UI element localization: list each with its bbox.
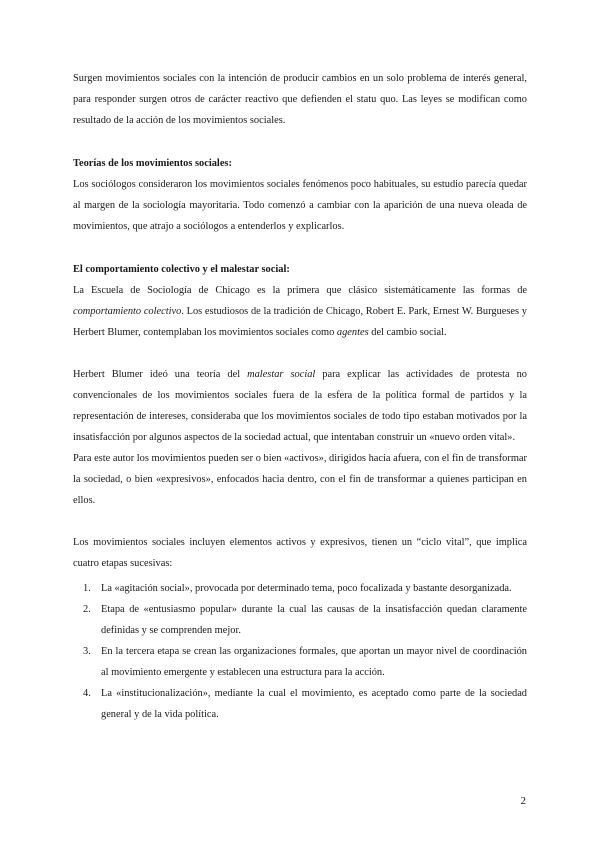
text-run: Herbert Blumer ideó una teoría del: [73, 369, 248, 380]
text-run: del cambio social.: [368, 327, 447, 338]
list-item: [73, 578, 527, 599]
paragraph-theories: Los sociólogos consideraron los movimientos sociales fenómenos poco habituales, su estudio parecía quedar al margen de la sociología mayoritaria. Todo comenzó a cambiar con la aparición de una nueva oleada de movimientos, que atrajo a sociólogos a entenderlos y explicarlos.: [73, 179, 527, 232]
list-number: 2.: [83, 604, 91, 615]
heading-theories: Teorías de los movimientos sociales:: [73, 158, 232, 169]
paragraph-active-expressive: Para este autor los movimientos pueden ser o bien «activos», dirigidos hacia afuera, con el fin de transformar la sociedad, o bien «expresivos», enfocados hacia dentro, con el fin de transformar a quienes participan en ellos.: [73, 453, 527, 506]
list-item: [73, 683, 527, 725]
list-text: La «institucionalización», mediante la cual el movimiento, es aceptado como parte de la sociedad general y de la vida política.: [101, 688, 527, 720]
list-item: [73, 599, 527, 641]
emphasis-social-unrest: malestar social: [247, 369, 316, 380]
list-item: [73, 641, 527, 683]
list-text: La «agitación social», provocada por determinado tema, poco focalizada y bastante desorganizada.: [101, 583, 512, 594]
text-run: . Los estudiosos de la tradición de Chicago, Robert E. Park, Ernest W. Burgueses y Herbert Blumer, contemplaban los movimientos sociales como: [73, 306, 527, 338]
heading-collective-behavior: El comportamiento colectivo y el malestar social:: [73, 264, 290, 275]
paragraph-life-cycle: Los movimientos sociales incluyen elementos activos y expresivos, tienen un “ciclo vital”, que implica cuatro etapas sucesivas:: [73, 537, 527, 569]
text-run: para explicar las actividades de protesta no convencionales de los movimientos sociales fuera de la esfera de la política formal de partidos y la representación de intereses, consideraba que los movimientos sociales de todo tipo estaban motivados por la insatisfacción por algunos aspectos de la sociedad actual, que intentaban construir un «nuevo orden vital».: [73, 369, 527, 443]
list-text: Etapa de «entusiasmo popular» durante la cual las causas de la insatisfacción quedan claramente definidas y se comprenden mejor.: [101, 604, 527, 636]
paragraph-intro: Surgen movimientos sociales con la intención de producir cambios en un solo problema de interés general, para responder surgen otros de carácter reactivo que defienden el statu quo. Las leyes se modifican como resultado de la acción de los movimientos sociales.: [73, 73, 527, 126]
list-number: 1.: [83, 583, 91, 594]
page-number: 2: [520, 795, 526, 807]
text-run: La Escuela de Sociología de Chicago es la primera que clásico sistemáticamente las formas de: [73, 285, 527, 296]
list-number: 4.: [83, 688, 91, 699]
list-text: En la tercera etapa se crean las organizaciones formales, que aportan un mayor nivel de coordinación al movimiento emergente y establecen una estructura para la acción.: [101, 646, 527, 678]
page-content: [73, 68, 527, 725]
emphasis-agents: agentes: [336, 327, 369, 338]
emphasis-collective-behavior: comportamiento colectivo: [73, 306, 182, 317]
stages-list: [73, 578, 527, 725]
paragraph-blumer: [73, 364, 527, 448]
paragraph-chicago-school: [73, 280, 527, 343]
list-number: 3.: [83, 646, 91, 657]
